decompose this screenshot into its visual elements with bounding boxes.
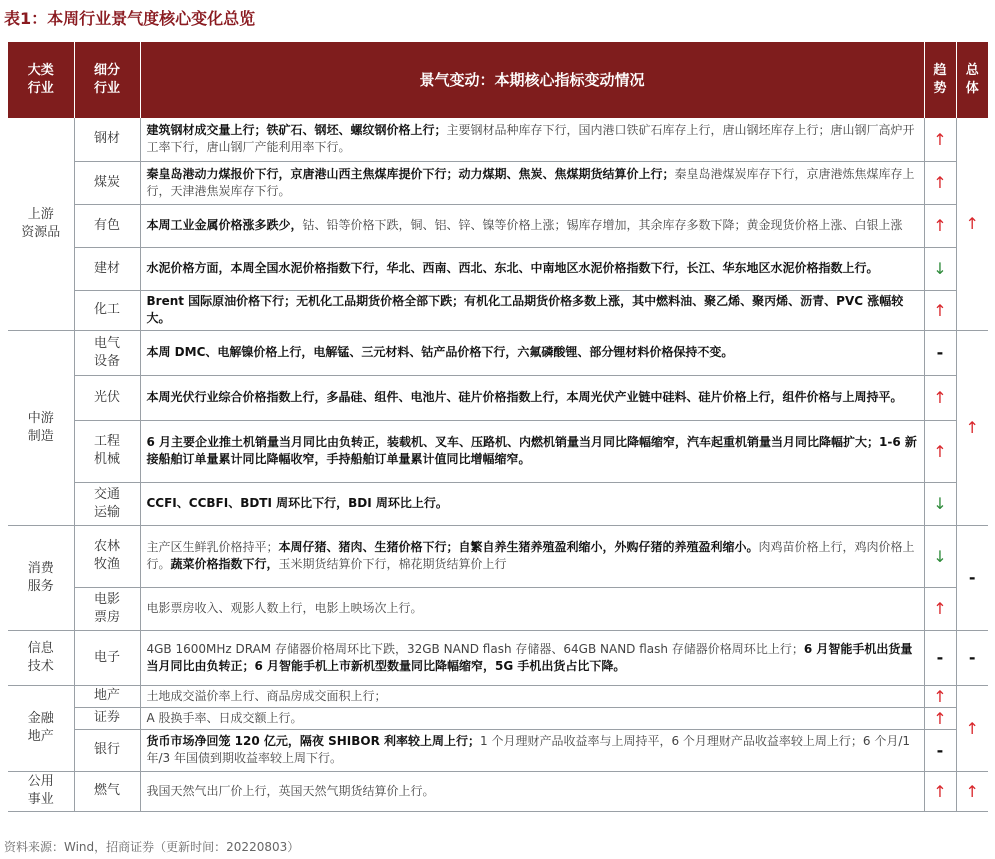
- subcategory-cell: 电影 票房: [74, 587, 140, 630]
- trend-up-icon: ↑: [924, 420, 956, 482]
- description-text: 钴、铅等价格下跌，铜、铝、锌、镍等价格上涨；锡库存增加，其余库存多数下降；黄金现货价格上涨、白银上涨: [302, 218, 903, 232]
- table-row: [8, 525, 988, 587]
- trend-up-icon: ↑: [924, 375, 956, 420]
- description-cell: [140, 330, 924, 375]
- description-cell: [140, 525, 924, 587]
- trend-flat-icon: -: [924, 630, 956, 685]
- overall-up-icon: ↑: [956, 118, 988, 330]
- source-note: 资料来源：Wind，招商证券（更新时间：20220803）: [4, 840, 300, 854]
- description-cell: [140, 118, 924, 161]
- trend-up-icon: ↑: [924, 707, 956, 729]
- subcategory-cell: 建材: [74, 247, 140, 290]
- subcategory-cell: 电气 设备: [74, 330, 140, 375]
- table-row: [8, 685, 988, 707]
- description-bold-text: 本周仔猪、猪肉、生猪价格下行；自繁自养生猪养殖盈利缩小，外购仔猪的养殖盈利缩小。: [278, 540, 759, 554]
- header-category: [8, 42, 74, 118]
- description-cell: [140, 707, 924, 729]
- description-bold-text: 6 月主要企业推土机销量当月同比由负转正，装载机、叉车、压路机、内燃机销量当月同比降幅缩窄，汽车起重机销量当月同比降幅扩大；1-6 新接船舶订单量累计同比降幅收窄，手持船舶订单量累计值同比增幅缩窄。: [146, 435, 917, 466]
- description-bold-text: 秦皇岛港动力煤报价下行，京唐港山西主焦煤库提价下行；动力煤期、焦炭、焦煤期货结算价上行；: [146, 166, 675, 181]
- description-text: A 股换手率、日成交额上行。: [146, 710, 303, 725]
- subcategory-cell: 工程 机械: [74, 420, 140, 482]
- subcategory-cell: 钢材: [74, 118, 140, 161]
- description-cell: [140, 729, 924, 771]
- description-cell: [140, 204, 924, 247]
- description-cell: [140, 161, 924, 204]
- trend-up-icon: ↑: [924, 204, 956, 247]
- trend-up-icon: ↑: [924, 771, 956, 811]
- description-bold-text: 水泥价格方面，本周全国水泥价格指数下行，华北、西南、西北、东北、中南地区水泥价格指数下行，长江、华东地区水泥价格指数上行。: [146, 261, 879, 275]
- category-cell: 中游 制造: [8, 330, 74, 525]
- description-bold-text: Brent 国际原油价格下行；无机化工品期货价格全部下跌；有机化工品期货价格多数上涨，其中燃料油、聚乙烯、聚丙烯、沥青、PVC 涨幅较大。: [146, 294, 904, 325]
- category-cell: 金融 地产: [8, 685, 74, 771]
- subcategory-cell: 银行: [74, 729, 140, 771]
- overall-up-icon: ↑: [956, 771, 988, 811]
- header-category-text: 大类 行业: [27, 63, 54, 96]
- table-row: [8, 330, 988, 375]
- table-row: [8, 482, 988, 525]
- table-row: [8, 118, 988, 161]
- description-text: 1 个月理财产品收益率与上周持平，6 个月理财产品收益率较上周上行；6 个月/1 年/3 年国债到期收益率较上周下行。: [146, 734, 911, 765]
- header-description: 景气变动：本期核心指标变动情况: [140, 42, 924, 118]
- subcategory-cell: 有色: [74, 204, 140, 247]
- trend-down-icon: ↓: [924, 525, 956, 587]
- table-row: [8, 771, 988, 811]
- table-row: [8, 729, 988, 771]
- description-text: 电影票房收入、观影人数上行，电影上映场次上行。: [146, 601, 423, 615]
- description-bold-text: 蔬菜价格指数下行，: [170, 557, 279, 571]
- table-row: [8, 630, 988, 685]
- description-bold-text: 6 月智能手机出货量当月同比由负转正；6 月智能手机上市新机型数量同比降幅缩窄，5G 手机出货占比下降。: [146, 641, 913, 673]
- header-subcategory-text: 细分 行业: [93, 63, 120, 96]
- category-cell: 公用 事业: [8, 771, 74, 811]
- description-bold-text: 本周光伏行业综合价格指数上行，多晶硅、组件、电池片、硅片价格指数上行，本周光伏产业链中硅料、硅片价格上行，组件价格与上周持平。: [146, 390, 903, 404]
- table-row: [8, 587, 988, 630]
- description-bold-text: 本周工业金属价格涨多跌少，: [146, 218, 303, 232]
- description-bold-text: 货币市场净回笼 120 亿元，隔夜 SHIBOR 利率较上周上行；: [146, 734, 480, 748]
- subcategory-cell: 电子: [74, 630, 140, 685]
- table-row: [8, 707, 988, 729]
- trend-up-icon: ↑: [924, 161, 956, 204]
- header-trend: [924, 42, 956, 118]
- description-bold-text: CCFI、CCBFI、BDTI 周环比下行，BDI 周环比上行。: [146, 496, 448, 510]
- description-cell: [140, 420, 924, 482]
- subcategory-cell: 煤炭: [74, 161, 140, 204]
- description-cell: [140, 247, 924, 290]
- description-text: 主要钢材品种库存下行，国内港口铁矿石库存上行，唐山钢坯库存上行；唐山钢厂高炉开工率下行，唐山钢厂产能利用率下行。: [146, 123, 915, 155]
- table-title: 表1：本周行业景气度核心变化总览: [4, 9, 256, 28]
- trend-flat-icon: -: [924, 330, 956, 375]
- subcategory-cell: 交通 运输: [74, 482, 140, 525]
- subcategory-cell: 光伏: [74, 375, 140, 420]
- category-cell: 上游 资源品: [8, 118, 74, 330]
- subcategory-cell: 地产: [74, 685, 140, 707]
- subcategory-cell: 燃气: [74, 771, 140, 811]
- description-bold-text: 建筑钢材成交量上行；铁矿石、钢坯、螺纹钢价格上行；: [146, 123, 447, 138]
- description-text: 秦皇岛港煤炭库存下行，京唐港炼焦煤库存上行，天津港焦炭库存下行。: [146, 166, 915, 198]
- table-row: [8, 290, 988, 330]
- table-row: [8, 375, 988, 420]
- trend-up-icon: ↑: [924, 685, 956, 707]
- header-overall: [956, 42, 988, 118]
- table-body: [8, 118, 988, 811]
- description-text: 玉米期货结算价下行，棉花期货结算价上行: [278, 557, 507, 571]
- subcategory-cell: 农林 牧渔: [74, 525, 140, 587]
- header-trend-text: 趋 势: [933, 63, 947, 96]
- description-cell: [140, 587, 924, 630]
- description-text: 我国天然气出厂价上行，英国天然气期货结算价上行。: [146, 783, 435, 798]
- header-overall-text: 总 体: [965, 63, 979, 96]
- description-cell: [140, 482, 924, 525]
- trend-down-icon: ↓: [924, 482, 956, 525]
- trend-flat-icon: -: [924, 729, 956, 771]
- trend-down-icon: ↓: [924, 247, 956, 290]
- overall-up-icon: ↑: [956, 330, 988, 525]
- table-row: [8, 204, 988, 247]
- overall-flat-icon: -: [956, 525, 988, 630]
- description-cell: [140, 630, 924, 685]
- header-subcategory: [74, 42, 140, 118]
- trend-up-icon: ↑: [924, 587, 956, 630]
- table-row: [8, 420, 988, 482]
- category-cell: 信息 技术: [8, 630, 74, 685]
- description-text: 主产区生鲜乳价格持平；: [146, 540, 279, 554]
- trend-up-icon: ↑: [924, 290, 956, 330]
- description-text: 肉鸡苗价格上行，鸡肉价格上行。: [146, 540, 915, 571]
- overall-flat-icon: -: [956, 630, 988, 685]
- industry-overview-table: [8, 42, 988, 812]
- description-cell: [140, 290, 924, 330]
- description-text: 4GB 1600MHz DRAM 存储器价格周环比下跌，32GB NAND flash 存储器、64GB NAND flash 存储器价格周环比上行；: [146, 641, 804, 656]
- trend-up-icon: ↑: [924, 118, 956, 161]
- description-cell: [140, 685, 924, 707]
- description-text: 土地成交溢价率上行、商品房成交面积上行；: [146, 688, 387, 703]
- table-row: [8, 161, 988, 204]
- subcategory-cell: 证券: [74, 707, 140, 729]
- description-cell: [140, 375, 924, 420]
- overall-up-icon: ↑: [956, 685, 988, 771]
- category-cell: 消费 服务: [8, 525, 74, 630]
- subcategory-cell: 化工: [74, 290, 140, 330]
- table-row: [8, 247, 988, 290]
- description-bold-text: 本周 DMC、电解镍价格上行，电解锰、三元材料、钴产品价格下行，六氟磷酸锂、部分锂材料价格保持不变。: [146, 345, 734, 359]
- description-cell: [140, 771, 924, 811]
